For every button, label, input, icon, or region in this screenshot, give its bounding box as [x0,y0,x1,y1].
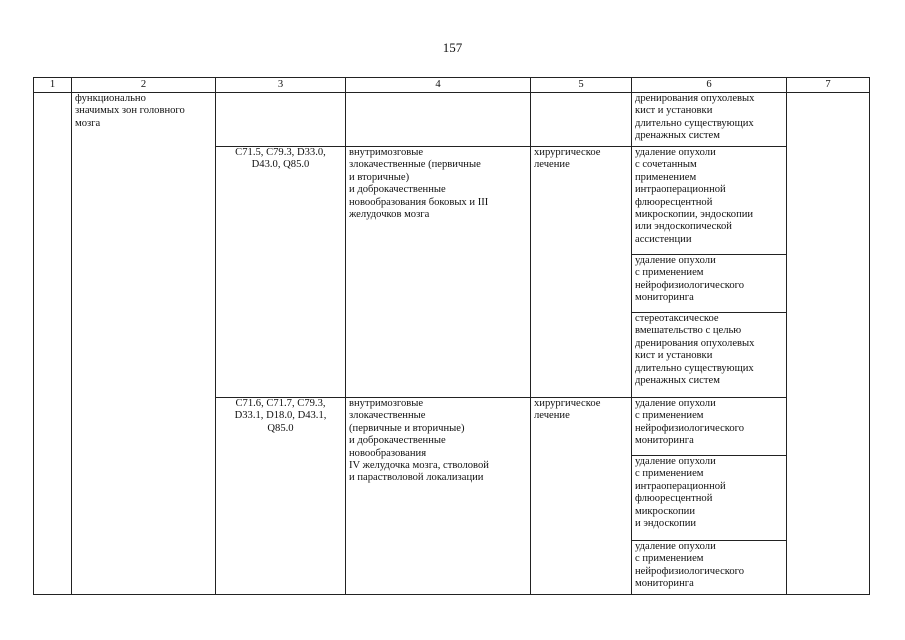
procedure-name-cell: функционально значимых зон головного мозга [72,93,216,595]
procedures-table [33,77,870,595]
col7-cell [787,93,870,595]
treatment-cell: хирургическое лечение [531,398,632,595]
page-number: 157 [442,40,463,55]
method-cell: дренирования опухолевых кист и установки длительно существующих дренажных систем [632,93,787,147]
col-header-1: 1 [34,78,72,93]
method-cell: стереотаксическое вмешательство с целью дренирования опухолевых кист и установки длительно существующих дренажных систем [632,313,787,398]
codes-cell-empty [216,93,346,147]
treatment-cell: хирургическое лечение [531,147,632,398]
model-cell-empty [346,93,531,147]
method-cell: удаление опухоли с применением нейрофизиологического мониторинга [632,541,787,595]
col-header-4: 4 [346,78,531,93]
col-header-5: 5 [531,78,632,93]
method-cell: удаление опухоли с сочетанным применением интраоперационной флюоресцентной микроскопии, эндоскопии или эндоскопической ассистенции [632,147,787,255]
header-row [34,78,870,93]
model-cell: внутримозговые злокачественные (первичные и вторичные) и доброкачественные новообразования боковых и III желудочков мозга [346,147,531,398]
treatment-cell-empty [531,93,632,147]
codes-cell: C71.5, C79.3, D33.0, D43.0, Q85.0 [216,147,346,398]
col1-cell [34,93,72,595]
col-header-2: 2 [72,78,216,93]
col-header-6: 6 [632,78,787,93]
table-row [34,93,870,147]
method-cell: удаление опухоли с применением нейрофизиологического мониторинга [632,255,787,313]
col-header-7: 7 [787,78,870,93]
method-cell: удаление опухоли с применением нейрофизиологического мониторинга [632,398,787,456]
method-cell: удаление опухоли с применением интраоперационной флюоресцентной микроскопии и эндоскопии [632,456,787,541]
model-cell: внутримозговые злокачественные (первичные и вторичные) и доброкачественные новообразования IV желудочка мозга, стволовой и парастволовой локализации [346,398,531,595]
col-header-3: 3 [216,78,346,93]
codes-cell: C71.6, C71.7, C79.3, D33.1, D18.0, D43.1, Q85.0 [216,398,346,595]
